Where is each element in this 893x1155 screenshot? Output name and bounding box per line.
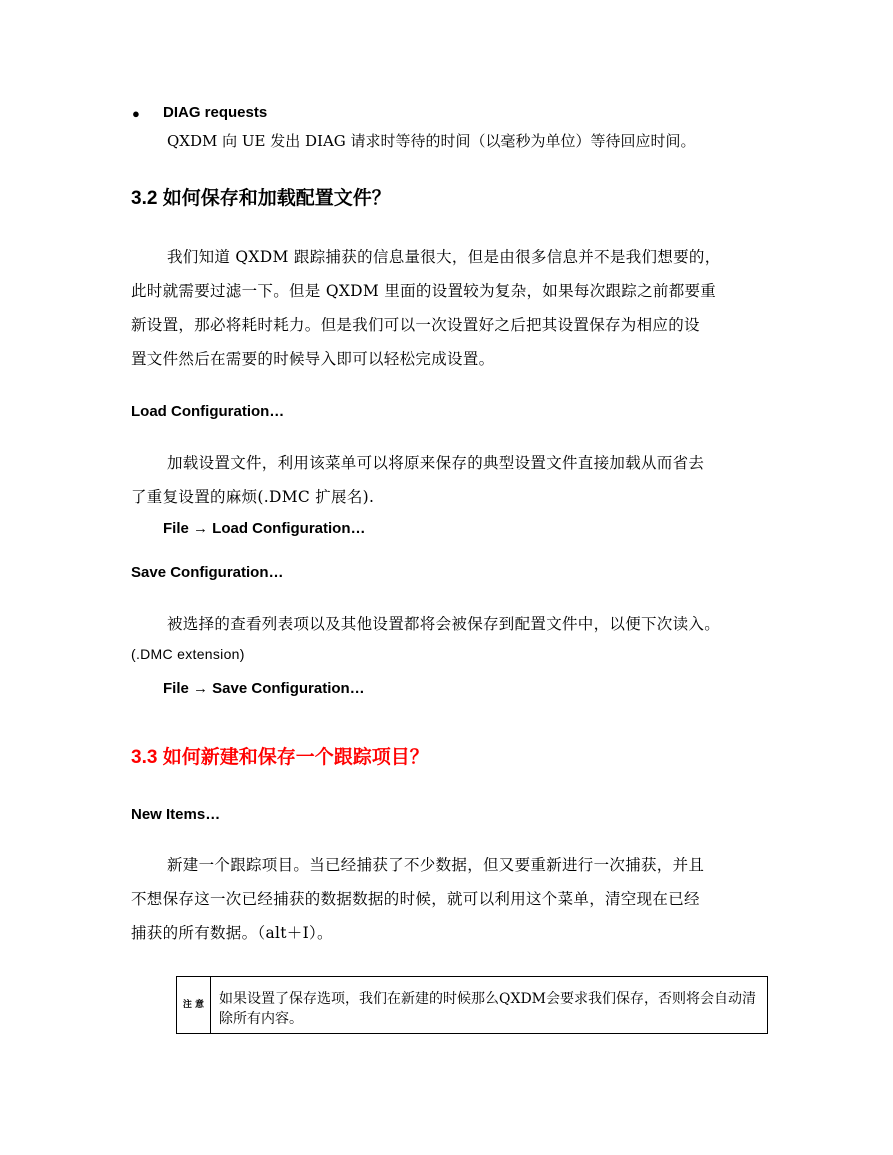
paragraph-line: 新建一个跟踪项目。当已经捕获了不少数据，但又要重新进行一次捕获，并且 (167, 856, 705, 874)
paragraph-line: 此时就需要过滤一下。但是 QXDM 里面的设置较为复杂，如果每次跟踪之前都要重 (131, 282, 717, 300)
new-items-description (131, 848, 771, 950)
note-box (176, 976, 768, 1034)
section-3-2-paragraph (131, 240, 771, 376)
note-text: 如果设置了保存选项，我们在新建的时候那么QXDM会要求我们保存，否则将会自动清除所有内容。 (219, 991, 757, 1027)
new-items-title: New Items… (131, 806, 221, 823)
save-config-menu-path: File → Save Configuration… (163, 680, 365, 697)
paragraph-line: 置文件然后在需要的时候导入即可以轻松完成设置。 (131, 350, 495, 368)
paragraph-line: 不想保存这一次已经捕获的数据数据的时候，就可以利用这个菜单，清空现在已经 (131, 890, 700, 908)
paragraph-line: 我们知道 QXDM 跟踪捕获的信息量很大，但是由很多信息并不是我们想要的， (167, 248, 721, 266)
load-config-description (131, 446, 771, 514)
save-config-description (131, 607, 771, 667)
paragraph-line: (.DMC extension) (131, 646, 245, 662)
section-3-2-heading: 3.2 如何保存和加载配置文件？ (131, 188, 391, 209)
paragraph-line: 了重复设置的麻烦(.DMC 扩展名). (131, 488, 375, 506)
bullet-dot: ● (132, 106, 140, 121)
load-config-title: Load Configuration… (131, 403, 285, 420)
load-config-menu-path: File → Load Configuration… (163, 520, 366, 537)
paragraph-line: 被选择的查看列表项以及其他设置都将会被保存到配置文件中，以便下次读入。 (167, 615, 721, 633)
paragraph-line: 捕获的所有数据。（alt＋I）。 (131, 924, 333, 942)
note-label: 注 意 (177, 977, 211, 1033)
section-3-3-heading: 3.3 如何新建和保存一个跟踪项目？ (131, 747, 429, 768)
diag-description: QXDM 向 UE 发出 DIAG 请求时等待的时间（以毫秒为单位）等待回应时间。 (167, 132, 696, 150)
paragraph-line: 新设置，那必将耗时耗力。但是我们可以一次设置好之后把其设置保存为相应的设 (131, 316, 700, 334)
save-config-title: Save Configuration… (131, 564, 284, 581)
paragraph-line: 加载设置文件，利用该菜单可以将原来保存的典型设置文件直接加载从而省去 (167, 454, 705, 472)
diag-title: DIAG requests (163, 104, 268, 121)
